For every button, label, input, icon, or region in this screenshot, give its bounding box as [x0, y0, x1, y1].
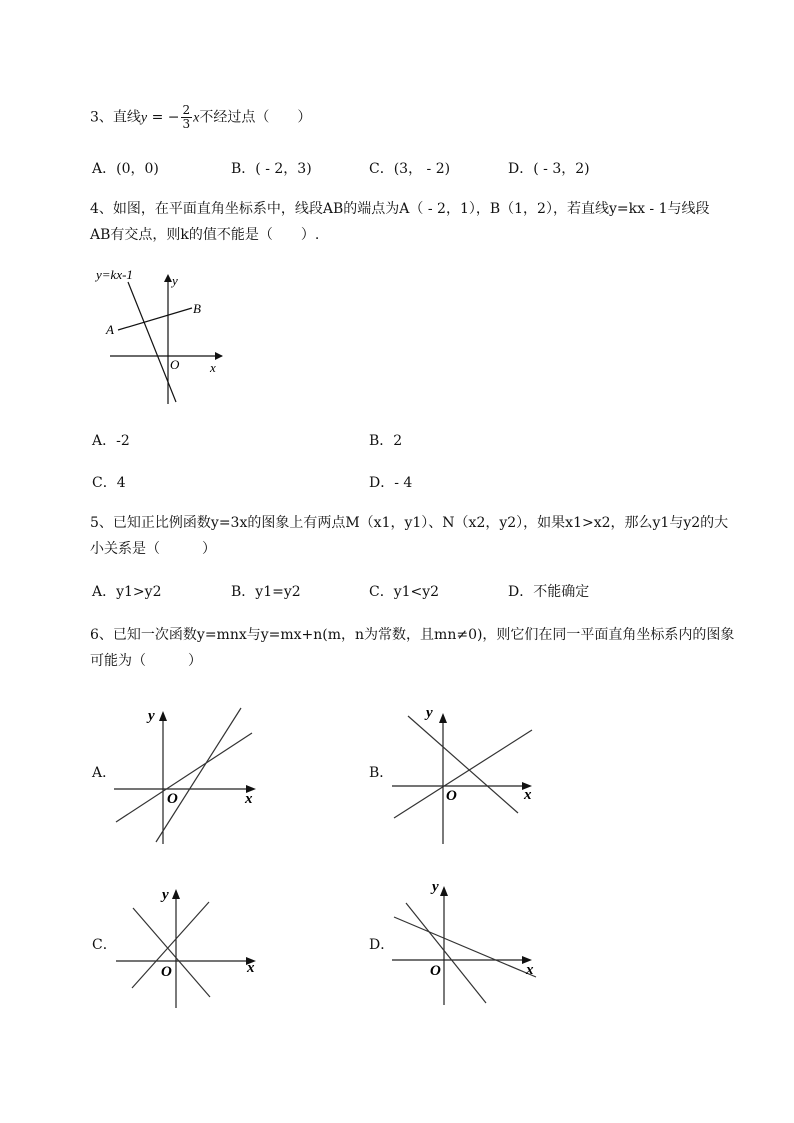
q6-option-d-label[interactable]: D．	[369, 937, 395, 953]
q6a-origin-label: O	[167, 791, 178, 807]
q6a-y-arrow	[159, 711, 167, 721]
q4-x-arrow	[215, 352, 223, 360]
q3-option-b[interactable]: B．( - 2，3)	[231, 161, 312, 177]
q6b-origin-label: O	[446, 788, 457, 804]
q4-option-a[interactable]: A．-2	[92, 433, 130, 449]
q3-option-d[interactable]: D．( - 3，2)	[508, 161, 590, 177]
q6-option-c-label[interactable]: C．	[92, 937, 117, 953]
q6d-origin-label: O	[430, 963, 441, 979]
q5-option-d[interactable]: D．不能确定	[508, 584, 590, 600]
q4-segment-ab	[118, 308, 192, 330]
q3-lead: 直线	[112, 109, 141, 126]
q6-graph-a[interactable]	[110, 700, 270, 850]
q6c-origin-label: O	[161, 964, 172, 980]
q3-eq-sign: = −	[147, 109, 180, 126]
q4-option-c[interactable]: C．4	[92, 475, 126, 491]
q6c-y-label: y	[162, 887, 169, 903]
q6-graph-b[interactable]	[388, 700, 548, 850]
q4-line-1: 4、如图，在平面直角坐标系中，线段AB的端点为A（ - 2，1），B（1，2），若直线y=kx - 1与线段	[90, 201, 710, 217]
q6c-y-arrow	[172, 889, 180, 899]
q6d-line-2	[406, 903, 486, 1003]
q4-point-b-label: B	[193, 301, 201, 316]
q6-line-2: 可能为（ ）	[90, 653, 202, 669]
q3-fraction	[181, 104, 193, 131]
q4-x-label: x	[210, 360, 216, 375]
q4-line-label: y=kx-1	[96, 267, 133, 282]
q6d-x-label: x	[526, 962, 534, 978]
q4-y-label: y	[172, 273, 178, 288]
q3-eq-lhs: y	[140, 110, 148, 126]
q6-graph-d[interactable]	[388, 875, 548, 1010]
q3-number: 3、	[90, 109, 113, 126]
q6a-line-2	[156, 708, 241, 842]
q6c-line-1	[133, 908, 210, 997]
q4-line-2: AB有交点，则k的值不能是（ ）.	[90, 227, 320, 243]
q5-option-a[interactable]: A．y1>y2	[92, 584, 162, 600]
q3-eq-var: x	[193, 110, 200, 126]
q5-option-b[interactable]: B．y1=y2	[231, 584, 301, 600]
q4-point-a-label: A	[106, 322, 114, 337]
q4-option-b[interactable]: B．2	[369, 433, 403, 449]
q6b-x-label: x	[524, 787, 532, 803]
q5-line-1: 5、已知正比例函数y=3x的图象上有两点M（x1，y1）、N（x2，y2），如果x1>x2，那么y1与y2的大	[90, 515, 729, 531]
q3-tail: 不经过点（ ）	[199, 109, 312, 126]
q6b-y-arrow	[439, 713, 447, 723]
q5-option-c[interactable]: C．y1<y2	[369, 584, 440, 600]
q6d-y-label: y	[432, 879, 439, 895]
question-4	[90, 196, 750, 248]
q5-line-2: 小关系是（ ）	[90, 541, 216, 557]
q6-graph-c[interactable]	[110, 882, 270, 1012]
q6a-line-1	[116, 733, 252, 822]
q6-line-1: 6、已知一次函数y=mnx与y=mx+n(m，n为常数，且mn≠0)，则它们在同一平面直角坐标系内的图象	[90, 627, 735, 643]
q6b-line-1	[394, 730, 532, 818]
q4-option-d[interactable]: D．- 4	[369, 475, 413, 491]
q6-option-b-label[interactable]: B．	[369, 765, 394, 781]
q3-option-a[interactable]: A．(0，0)	[92, 161, 159, 177]
question-3	[90, 104, 750, 132]
q4-figure	[92, 262, 232, 412]
q6d-line-1	[394, 917, 536, 977]
q6a-x-label: x	[245, 791, 253, 807]
question-5	[90, 510, 750, 562]
q6c-x-label: x	[247, 960, 255, 976]
q4-origin-label: O	[170, 357, 180, 372]
q6d-y-arrow	[440, 886, 448, 896]
q3-fraction-numerator: 2	[182, 103, 191, 117]
q3-option-c[interactable]: C．(3， - 2)	[369, 161, 451, 177]
q6-option-a-label[interactable]: A．	[92, 765, 117, 781]
q3-fraction-denominator: 3	[182, 117, 191, 131]
question-6	[90, 622, 750, 674]
q4-y-arrow	[164, 274, 172, 282]
q4-line-ykx	[128, 282, 176, 402]
q6a-y-label: y	[148, 708, 155, 724]
q6b-y-label: y	[426, 705, 433, 721]
